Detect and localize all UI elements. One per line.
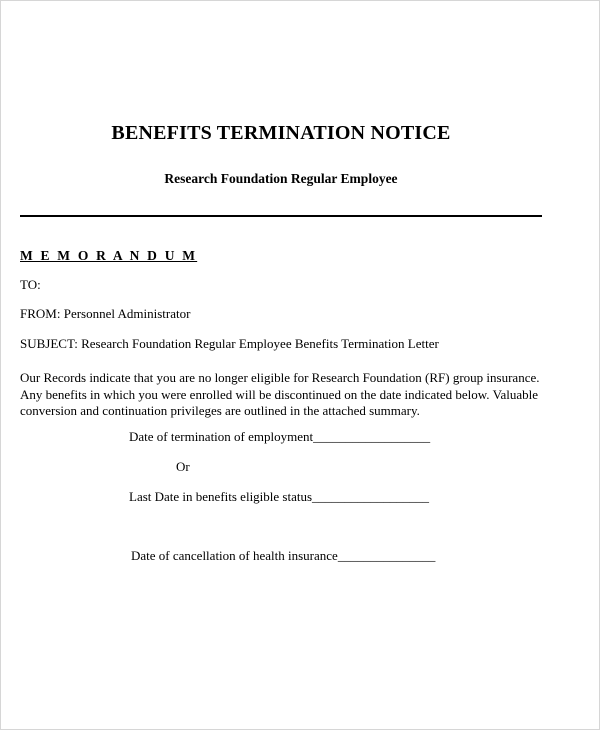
document-title: BENEFITS TERMINATION NOTICE: [111, 122, 451, 144]
termination-date-field: Date of termination of employment__________________: [129, 429, 431, 444]
to-line: TO:: [20, 277, 41, 292]
memorandum-heading: M E M O R A N D U M: [20, 248, 198, 263]
cancellation-date-field: Date of cancellation of health insurance_______________: [131, 548, 436, 563]
or-text: Or: [176, 459, 190, 474]
last-eligible-date-field: Last Date in benefits eligible status__________________: [129, 489, 430, 504]
subject-line: SUBJECT: Research Foundation Regular Employee Benefits Termination Letter: [20, 336, 439, 351]
horizontal-divider: [20, 215, 542, 217]
document-subtitle: Research Foundation Regular Employee: [164, 171, 398, 186]
from-line: FROM: Personnel Administrator: [20, 306, 191, 321]
body-paragraph: Our Records indicate that you are no longer eligible for Research Foundation (RF) group insurance. Any benefits in which you were enrolled will be discontinued on the date indicated below. Valuable conversion and continuation privileges are outlined in the attached summary.: [20, 370, 540, 418]
